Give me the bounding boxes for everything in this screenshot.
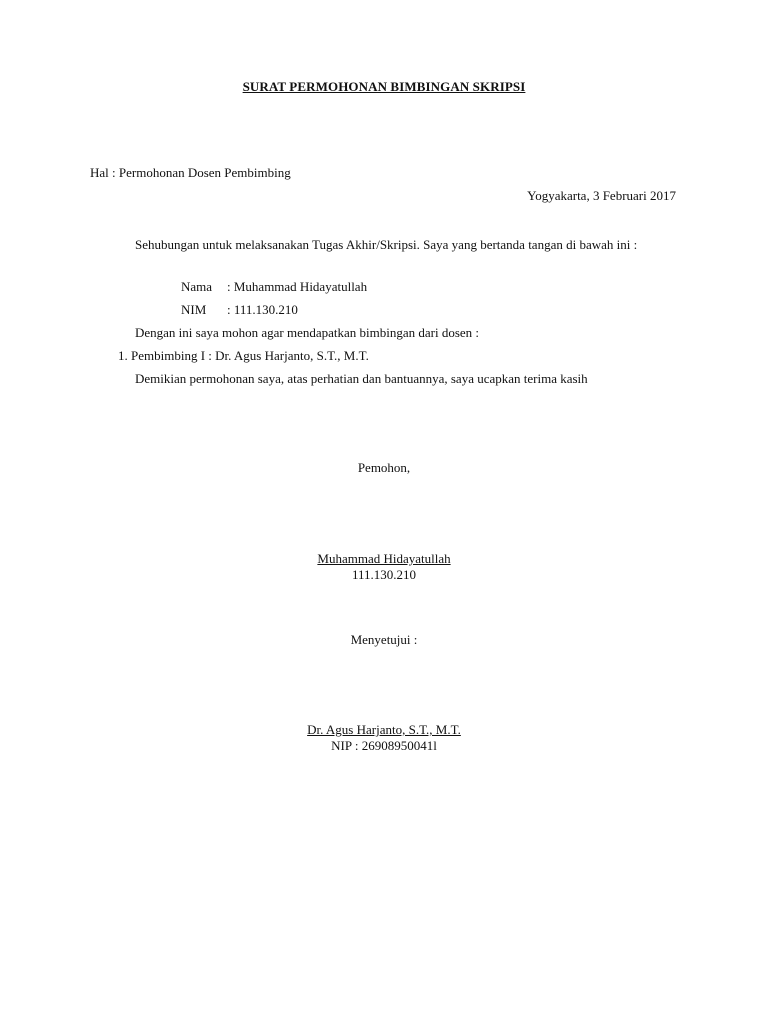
- applicant-label: Pemohon,: [357, 460, 411, 475]
- name-label: Nama: [181, 279, 213, 294]
- nim-label: NIM: [181, 302, 207, 317]
- applicant-nim: 111.130.210: [351, 567, 417, 582]
- applicant-name: [0, 551, 768, 567]
- name-value: : Muhammad Hidayatullah: [227, 279, 368, 294]
- approver-name: [0, 722, 768, 738]
- approver-name-text: Dr. Agus Harjanto, S.T., M.T.: [307, 722, 461, 737]
- approver-nip: NIP : 26908950041l: [331, 738, 437, 753]
- place-date: Yogyakarta, 3 Februari 2017: [527, 188, 676, 203]
- letter-subject: Hal : Permohonan Dosen Pembimbing: [90, 165, 291, 180]
- approval-label: Menyetujui :: [350, 632, 418, 647]
- opening-paragraph: Sehubungan untuk melaksanakan Tugas Akhir/Skripsi. Saya yang bertanda tangan di bawah ini :: [135, 237, 638, 252]
- request-line: Dengan ini saya mohon agar mendapatkan bimbingan dari dosen :: [135, 325, 480, 340]
- closing-line: Demikian permohonan saya, atas perhatian dan bantuannya, saya ucapkan terima kasih: [135, 371, 588, 386]
- supervisor-list-item: 1. Pembimbing I : Dr. Agus Harjanto, S.T., M.T.: [118, 348, 369, 363]
- letter-title: SURAT PERMOHONAN BIMBINGAN SKRIPSI: [242, 79, 526, 94]
- nim-value: : 111.130.210: [227, 302, 298, 317]
- applicant-name-text: Muhammad Hidayatullah: [317, 551, 451, 566]
